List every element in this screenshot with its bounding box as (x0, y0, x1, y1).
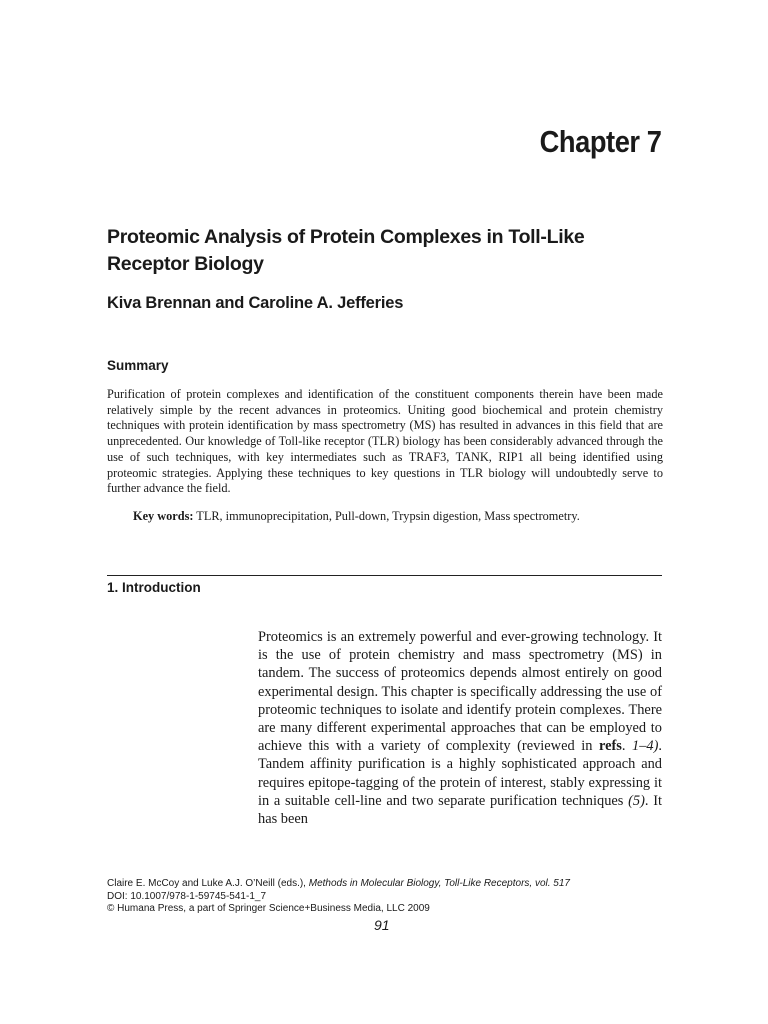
refs-label: refs (598, 738, 622, 755)
ref-5: (5) (628, 792, 645, 809)
refs-range: 1–4) (632, 738, 659, 755)
refs-dot: . (621, 738, 632, 755)
footer-editors: Claire E. McCoy and Luke A.J. O’Neill (eds.), (107, 878, 309, 889)
footer (107, 878, 667, 916)
keywords (133, 509, 663, 524)
footer-citation (107, 878, 667, 891)
authors: Kiva Brennan and Caroline A. Jefferies (107, 294, 404, 312)
introduction-heading: 1. Introduction (107, 580, 201, 595)
summary-heading: Summary (107, 358, 169, 373)
introduction-paragraph (258, 628, 662, 828)
footer-doi: DOI: 10.1007/978-1-59745-541-1_7 (107, 890, 267, 902)
section-divider (107, 575, 662, 576)
intro-text-part3: . It has been (258, 792, 662, 828)
article-title: Proteomic Analysis of Protein Complexes in Toll-Like Receptor Biology (107, 226, 585, 275)
intro-text-part2: . Tandem affinity purification is a highly sophisticated approach and requires epitope-tagging of the protein of interest, stably expressing it in a suitable cell-line and two separate purification techniques (258, 738, 662, 809)
summary-paragraph: Purification of protein complexes and identification of the constituent components therein have been made relatively simple by the recent advances in proteomics. Uniting good biochemical and protein chemistry techniques with protein identification by mass spectrometry (MS) has resulted in advances in this field that are unprecedented. Our knowledge of Toll-like receptor (TLR) biology has been considerably advanced through the use of such techniques, with key intermediates such as TRAF3, TANK, RIP1 all being identified using proteomic strategies. Applying these techniques to key questions in TLR biology will undoubtedly serve to further advance the field. (107, 387, 663, 496)
page-number: 91 (374, 917, 390, 933)
footer-copyright: © Humana Press, a part of Springer Science+Business Media, LLC 2009 (107, 903, 430, 914)
chapter-label: Chapter 7 (539, 124, 661, 159)
intro-text-part1: Proteomics is an extremely powerful and ever-growing technology. It is the use of protein chemistry and mass spectrometry (MS) in tandem. The success of proteomics depends almost entirely on good experimental design. This chapter is specifically addressing the use of proteomic techniques to isolate and identify protein complexes. There are many different experimental approaches that can be employed to achieve this with a variety of complexity (reviewed in (258, 629, 662, 755)
keywords-value: TLR, immunoprecipitation, Pull-down, Trypsin digestion, Mass spectrometry. (193, 509, 580, 523)
keywords-label: Key words: (133, 509, 194, 523)
footer-book-title: Methods in Molecular Biology, Toll-Like Receptors, vol. 517 (308, 878, 570, 889)
